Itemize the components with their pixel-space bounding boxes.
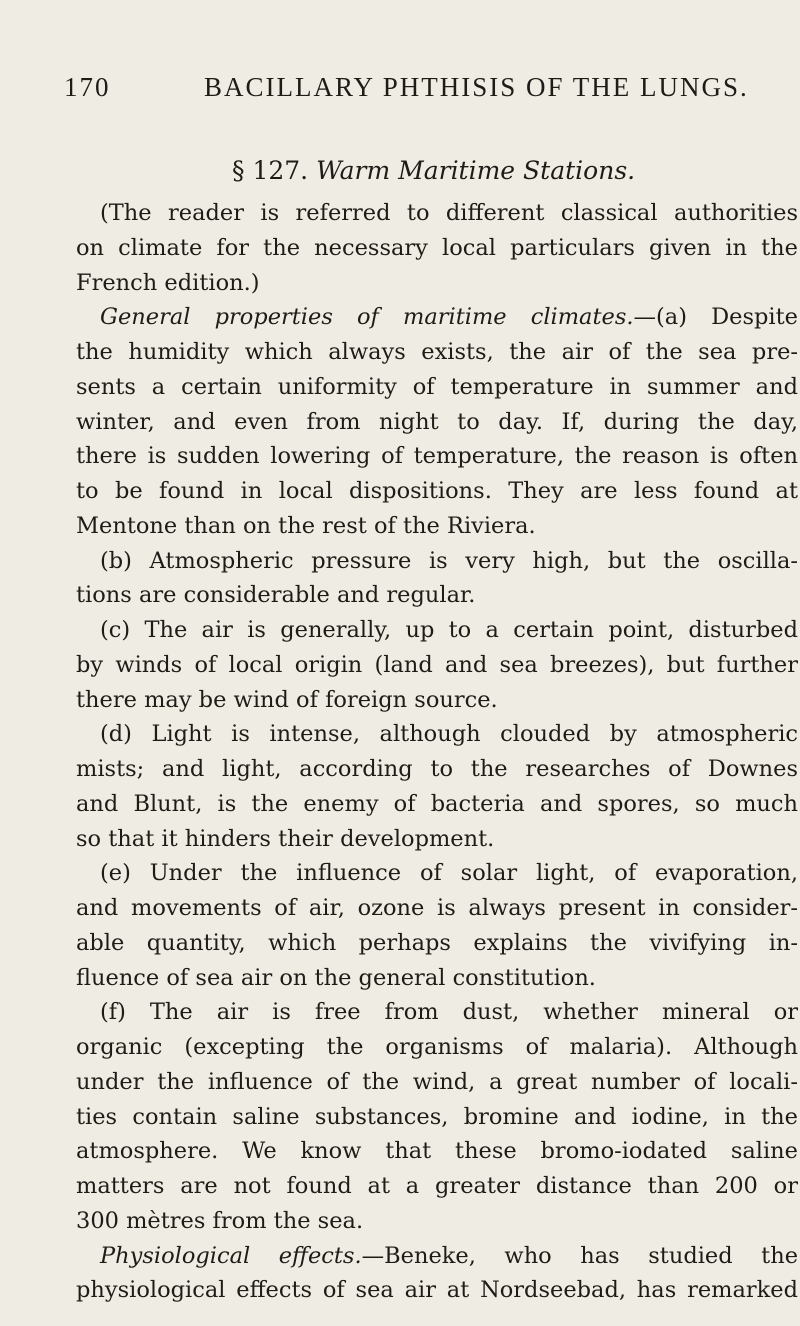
line-text: tions are considerable and regular. xyxy=(76,582,476,609)
line-text: organic (excepting the organisms of malaria). Although xyxy=(76,1034,798,1060)
text-line xyxy=(76,648,798,683)
line-text: —Beneke, who has studied the xyxy=(361,1242,799,1269)
text-line xyxy=(76,787,798,822)
text-line xyxy=(76,544,798,579)
text-line xyxy=(76,995,798,1030)
line-text: —(a) Despite xyxy=(633,304,798,331)
line-text: able quantity, which perhaps explains the vivifying in- xyxy=(76,929,798,956)
text-line xyxy=(76,1169,798,1204)
running-head xyxy=(64,72,780,112)
line-text: matters are not found at a greater distance than 200 or xyxy=(76,1173,798,1199)
text-line xyxy=(76,1273,798,1308)
line-text: (d) Light is intense, although clouded by atmospheric xyxy=(100,721,798,748)
text-line xyxy=(76,717,798,752)
text-line xyxy=(76,300,798,335)
line-text: physiological effects of sea air at Nordseebad, has remarked xyxy=(76,1277,798,1304)
line-text: ties contain saline substances, bromine and iodine, in the xyxy=(76,1103,798,1130)
section-heading xyxy=(232,156,635,185)
text-line xyxy=(76,231,798,266)
text-line xyxy=(76,683,798,718)
line-text: (e) Under the influence of solar light, of evaporation, xyxy=(100,860,798,887)
italic-run: Physiological effects. xyxy=(100,1242,362,1269)
text-line xyxy=(76,578,798,613)
line-text: so that it hinders their development. xyxy=(76,825,495,852)
section-title: Warm Maritime Stations. xyxy=(316,156,636,185)
line-text: there is sudden lowering of temperature, the reason is often xyxy=(76,443,798,470)
page-number: 170 xyxy=(64,72,111,102)
line-text: atmosphere. We know that these bromo-iodated saline xyxy=(76,1138,798,1165)
text-line xyxy=(76,1065,798,1100)
line-text: mists; and light, according to the researches of Downes xyxy=(76,756,798,782)
text-line xyxy=(76,961,798,996)
text-line xyxy=(76,370,798,405)
line-text: (f) The air is free from dust, whether mineral or xyxy=(100,999,798,1026)
text-line xyxy=(76,509,798,544)
line-text: by winds of local origin (land and sea breezes), but further xyxy=(76,651,798,678)
text-line xyxy=(76,752,798,787)
running-title: BACILLARY PHTHISIS OF THE LUNGS. xyxy=(204,72,749,102)
text-line xyxy=(76,196,798,231)
text-line xyxy=(76,1030,798,1065)
line-text: there may be wind of foreign source. xyxy=(76,686,498,713)
line-text: to be found in local dispositions. They are less found at xyxy=(76,478,798,504)
text-line xyxy=(76,335,798,370)
text-line xyxy=(76,856,798,891)
line-text: (c) The air is generally, up to a certain point, disturbed xyxy=(100,617,798,643)
section-number: § 127. xyxy=(232,156,309,185)
line-text: fluence of sea air on the general constitution. xyxy=(76,964,596,991)
text-line xyxy=(76,266,798,301)
text-line xyxy=(76,613,798,648)
text-line xyxy=(76,1134,798,1169)
line-text: (The reader is referred to different classical authorities xyxy=(100,200,798,226)
text-line xyxy=(76,1100,798,1135)
line-text: 300 mètres from the sea. xyxy=(76,1207,364,1234)
text-line xyxy=(76,822,798,857)
line-text: Mentone than on the rest of the Riviera. xyxy=(76,512,536,539)
italic-run: General properties of maritime climates. xyxy=(100,304,634,331)
text-line xyxy=(76,1204,798,1239)
body-text xyxy=(76,196,798,1308)
line-text: under the influence of the wind, a great number of locali- xyxy=(76,1068,798,1095)
line-text: winter, and even from night to day. If, during the day, xyxy=(76,408,798,435)
text-line xyxy=(76,926,798,961)
line-text: the humidity which always exists, the air of the sea pre- xyxy=(76,339,798,365)
line-text: on climate for the necessary local particulars given in the xyxy=(76,234,798,261)
text-line xyxy=(76,474,798,509)
line-text: and movements of air, ozone is always present in consider- xyxy=(76,895,798,921)
line-text: and Blunt, is the enemy of bacteria and spores, so much xyxy=(76,790,798,817)
line-text: (b) Atmospheric pressure is very high, but the oscilla- xyxy=(100,547,798,574)
text-line xyxy=(76,1239,798,1274)
line-text: sents a certain uniformity of temperature in summer and xyxy=(76,373,798,400)
text-line xyxy=(76,439,798,474)
text-line xyxy=(76,405,798,440)
line-text: French edition.) xyxy=(76,269,260,296)
text-line xyxy=(76,891,798,926)
